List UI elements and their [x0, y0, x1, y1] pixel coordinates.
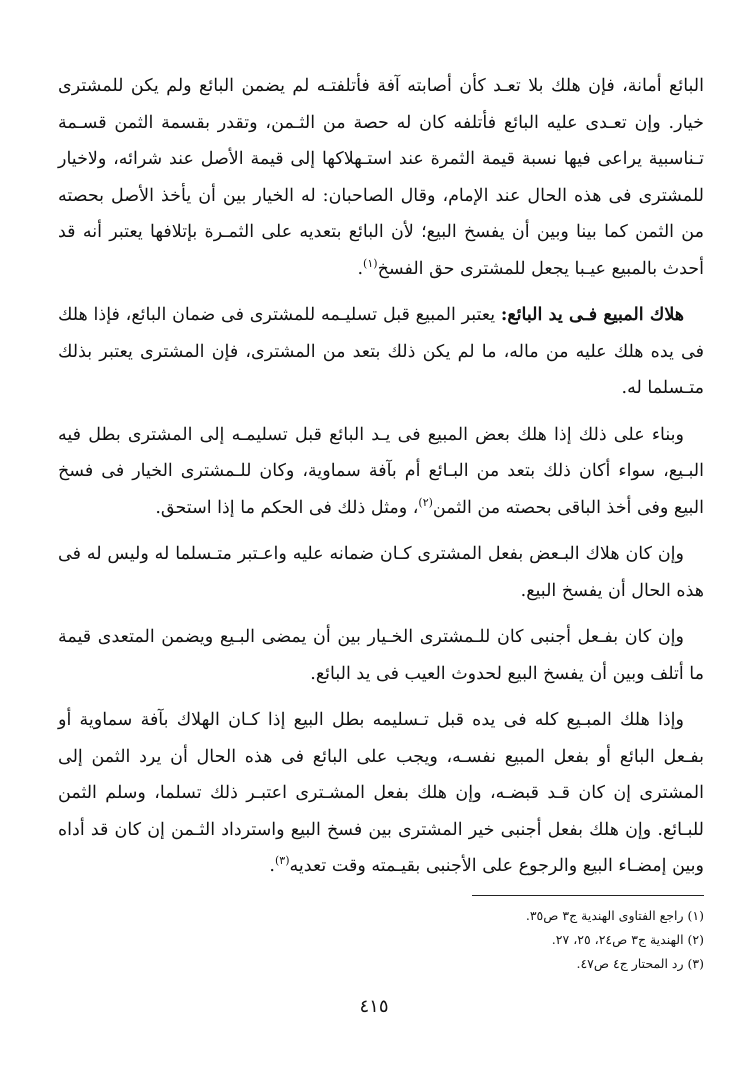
paragraph-4: [58, 536, 704, 609]
paragraph-6: [58, 702, 704, 885]
paragraph-3-text: وبناء على ذلك إذا هلك بعض المبيع فى يـد البائع قبل تسليمـه إلى المشترى بطل فيه البـيع، سواء أكان ذلك بتعد من البـائع أم بآفة سماوية، وكان للـمشترى الخيار فى فسخ البيع وفى أخذ الباقى بحصته من الثمن: [58, 424, 704, 518]
paragraph-5: [58, 619, 704, 692]
footnote-marker-3: (٣): [274, 854, 290, 868]
paragraph-1-end: .: [357, 258, 364, 279]
paragraph-1-text: البائع أمانة، فإن هلك بلا تعـد كأن أصابته آفة فأتلفتـه لم يضمن البائع ولم يكن للمشترى خيار. وإن تعـدى عليه البائع فأتلفه كان له حصة من الثـمن، وتقدر بقسمة الثمن قسـمة تـناسبية يراعى فيها نسبة قيمة الثمرة عند استـهلاكها إلى قيمة الأصل عند شرائه، ولاخيار للمشترى فى هذه الحال عند الإمام، وقال الصاحبان: له الخيار بين أن يأخذ الأصل بحصته من الثمن كما بينا وبين أن يفسخ البيع؛ لأن البائع بتعديه على الثمـرة بإتلافها يعتبر أنه قد أحدث بالمبيع عيـبا يجعل للمشترى حق الفسخ: [58, 76, 704, 279]
footnote-divider: [472, 895, 704, 896]
footnote-1: (١) راجع الفتاوى الهندية ج٣ ص٣٥.: [525, 907, 704, 923]
paragraph-2: [58, 297, 704, 407]
section-heading: هلاك المبيع فـى يد البائع:: [500, 305, 684, 325]
paragraph-4-text: وإن كان هلاك البـعض بفعل المشترى كـان ضمانه عليه واعـتبر متـسلما له وليس له فى هذه الحال أن يفسخ البيع.: [58, 544, 704, 601]
paragraph-6-end: .: [269, 856, 275, 876]
paragraph-6-text: وإذا هلك المبـيع كله فى يده قبل تـسليمه بطل البيع إذا كـان الهلاك بآفة سماوية أو بفـعل البائع أو بفعل المبيع نفسـه، ويجب على البائع فى هذه الحال أن يرد الثمن إلى المشترى إن كان قـد قبضـه، وإن هلك بفعل المشـترى اعتبـر ذلك تسلما، وسلم الثمن للبـائع. وإن هلك بفعل أجنبى خير المشترى بين فسخ البيع واسترداد الثـمن إن كان قد أداه وبين إمضـاء البيع والرجوع على الأجنبى بقيـمته وقت تعديه: [58, 710, 704, 876]
paragraph-5-text: وإن كان بفـعل أجنبى كان للـمشترى الخـيار بين أن يمضى البـيع ويضمن المتعدى قيمة ما أتلف وبين أن يفسخ البيع لحدوث العيب فى يد البائع.: [58, 627, 704, 684]
paragraph-2-text: يعتبر المبيع قبل تسليـمه للمشترى فى ضمان البائع، فإذا هلك فى يده هلك عليه من ماله، ما لم يكن ذلك بتعد من المشترى، فإن المشترى يعتبر بذلك متـسلما له.: [58, 305, 704, 398]
footnote-marker-2: (٢): [418, 495, 433, 509]
paragraph-3: [58, 417, 704, 527]
footnote-2: (٢) الهندية ج٣ ص٢٤، ٢٥، ٢٧.: [551, 931, 704, 947]
footnote-3: (٣) رد المحتار ج٤ ص٤٧.: [576, 955, 704, 971]
page-number: ٤١٥: [359, 996, 389, 1017]
paragraph-3-end: ، ومثل ذلك فى الحكم ما إذا استحق.: [155, 497, 419, 518]
paragraph-1: [58, 68, 704, 287]
footnote-marker-1: (١): [363, 256, 378, 270]
footnotes: [58, 904, 704, 976]
